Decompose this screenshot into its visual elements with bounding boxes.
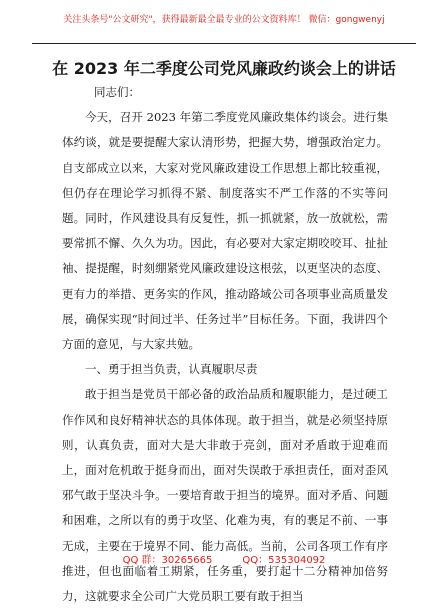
salutation: 同志们：: [94, 85, 140, 99]
section-heading-1: 一、勇于担当负责，认真履职尽责: [85, 362, 258, 377]
document-title: 在 2023 年二季度公司党风廉政约谈会上的讲话: [52, 59, 396, 78]
paragraph-intro: 今天，召开 2023 年第二季度党风廉政集体约谈会。进行集体约谈，就是要提醒大家认清形势，把握大势，增强政治定力。自支部成立以来，大家对党风廉政建设工作思想上都比较重视，但仍存在理论学习抓得不紧、制度落实不严工作落的不实等问题。同时，作风建设具有反复性，抓一抓就紧，放一放就松，需要常抓不懈、久久为功。因此，有必要对大家定期咬咬耳、扯扯袖、提提醒，时刻绷紧党风廉政建设这根弦，以更坚决的态度、更有力的举措、更务实的作风，推动路域公司各项事业高质量发展，确保实现“时间过半、任务过半”目标任务。下面，我讲四个方面的意见，与大家共勉。: [62, 110, 388, 352]
header-banner: 关注头条号"公文研究"，获得最新最全最专业的公文资料库！ 微信：gongwenyj: [63, 15, 385, 25]
document-body: [62, 80, 388, 609]
footer-qq: QQ：535304092: [242, 555, 326, 566]
paragraph-section-1: 敢于担当是党员干部必备的政治品质和履职能力，是过硬工作作风和良好精神状态的具体体现。敢于担当，就是必须坚持原则，认真负责，面对大是大非敢于亮剑，面对矛盾敢于迎难而上，面对危机敢于挺身而出，面对失误敢于承担责任，面对歪风邪气敢于坚决斗争。一要培育敢于担当的境界。面对矛盾、问题和困难，之所以有的勇于攻坚、化难为夷，有的裹足不前、一事无成，主要在于境界不同、能力高低。当前，公司各项工作有序推进，但也面临着工期紧，任务重，要打起十二分精神加倍努力，这就要求全公司广大党员职工要有敢于担当: [62, 387, 388, 604]
footer-qq-group: QQ 群：30265665: [122, 555, 213, 566]
header-divider: [32, 43, 416, 44]
footer-contact: [0, 551, 448, 566]
